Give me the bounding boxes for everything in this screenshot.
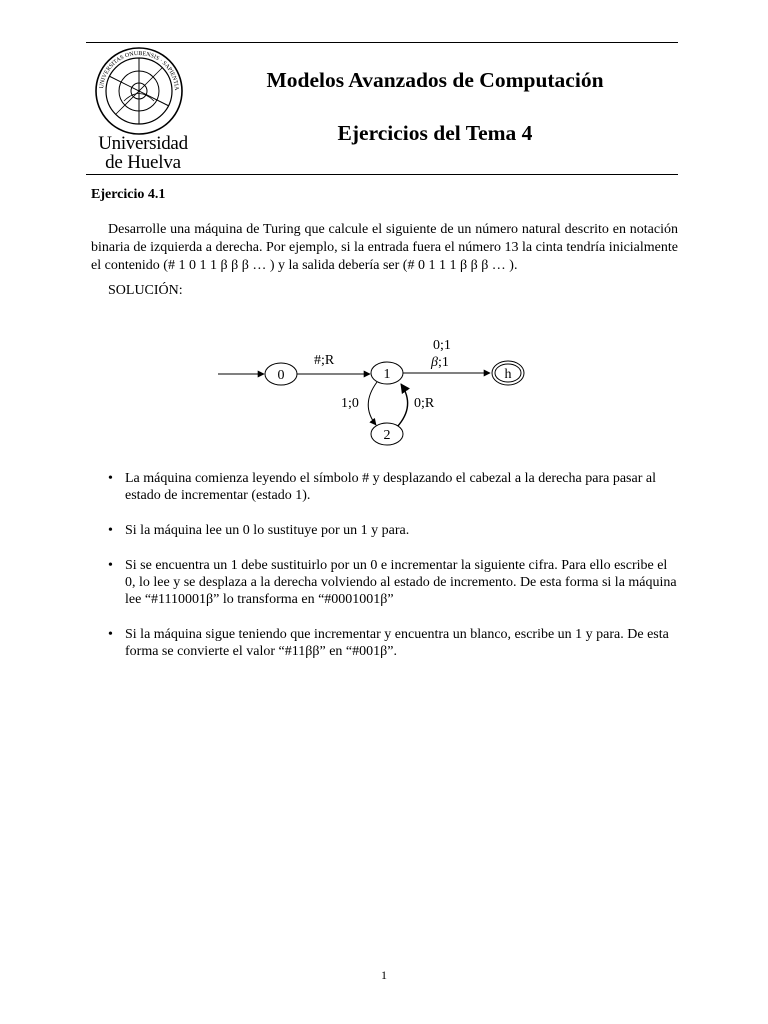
state-1-label: 1 xyxy=(383,367,391,382)
bullet-marker: • xyxy=(108,523,113,538)
exercise-heading: Ejercicio 4.1 xyxy=(91,187,166,202)
document-title: Modelos Avanzados de Computación xyxy=(266,68,604,92)
transition-0-1-label: #;R xyxy=(314,353,335,368)
transition-1-2-arrow xyxy=(368,382,377,425)
list-item-text: Si se encuentra un 1 debe sustituirlo por un 0 e incrementar la siguiente cifra. Para ello escribe el 0, lo lee y se desplaza a la derecha volviendo al estado de incremento. De esta forma si la máquina lee “#1110001β” lo transforma en “#0001001β” xyxy=(125,558,677,607)
list-item-text: Si la máquina sigue teniendo que incrementar y encuentra un blanco, escribe un 1 y para. De esta forma se convierte el valor “#11ββ” en “#001β”. xyxy=(125,627,669,659)
page-number: 1 xyxy=(381,968,387,982)
transition-2-1-label: 0;R xyxy=(414,396,435,411)
state-0-label: 0 xyxy=(277,368,285,383)
transition-1-h-label-line1: 0;1 xyxy=(433,338,451,353)
bullet-marker: • xyxy=(108,558,113,573)
solution-label: SOLUCIÓN: xyxy=(108,283,183,298)
list-item xyxy=(108,522,678,539)
university-name-line1: Universidad xyxy=(98,133,188,154)
transition-1-2-label: 1;0 xyxy=(341,396,359,411)
explanation-list xyxy=(108,470,678,678)
transition-1-h-label-line2: β;1 xyxy=(431,355,449,370)
list-item-text: Si la máquina lee un 0 lo sustituye por un 1 y para. xyxy=(125,523,410,538)
transition-2-1-arrow xyxy=(397,384,408,427)
state-2-label: 2 xyxy=(383,428,391,443)
state-h-label: h xyxy=(504,367,512,382)
exercise-statement: Desarrolle una máquina de Turing que calcule el siguiente de un número natural descrito en notación binaria de izquierda a derecha. Por ejemplo, si la entrada fuera el número 13 la cinta tendría inicialmente el contenido (# 1 0 1 1 β β β … ) y la salida debería ser (# 0 1 1 1 β β β … ). xyxy=(91,222,678,273)
list-item-text: La máquina comienza leyendo el símbolo # y desplazando el cabezal a la derecha para pasar al estado de incrementar (estado 1). xyxy=(125,471,656,503)
bullet-marker: • xyxy=(108,627,113,642)
list-item xyxy=(108,470,678,504)
document-subtitle: Ejercicios del Tema 4 xyxy=(337,121,533,145)
list-item xyxy=(108,626,678,660)
seal-text: UNIVERSITAS ONUBENSIS · SAPIENTIA xyxy=(99,50,180,91)
university-name-line2: de Huelva xyxy=(105,152,181,173)
bullet-marker: • xyxy=(108,471,113,486)
list-item xyxy=(108,557,678,608)
